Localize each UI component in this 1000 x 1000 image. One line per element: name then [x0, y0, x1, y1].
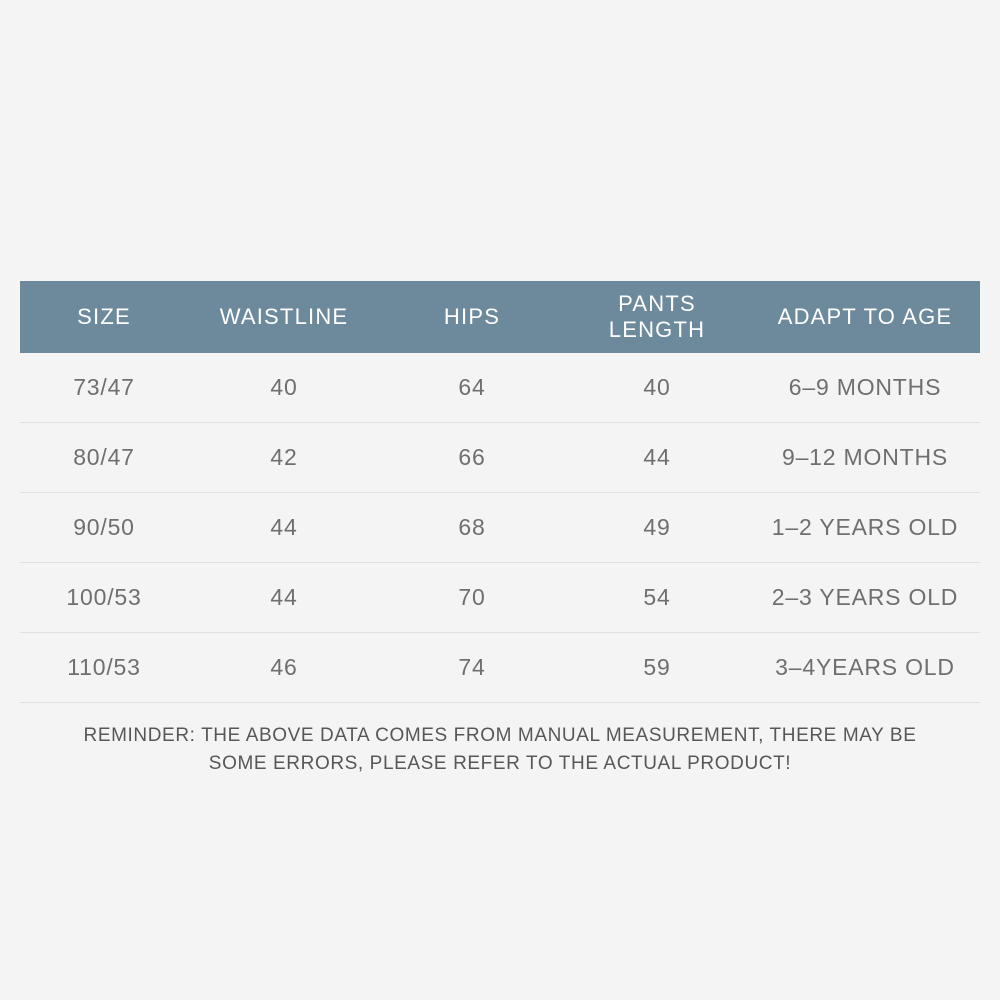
cell-hips: 68 [380, 493, 564, 563]
cell-adapt-to-age: 2–3 YEARS OLD [750, 563, 980, 633]
cell-size: 110/53 [20, 633, 188, 703]
cell-hips: 70 [380, 563, 564, 633]
column-header-hips: HIPS [380, 281, 564, 353]
table-row [20, 633, 980, 703]
table-row [20, 563, 980, 633]
cell-waistline: 40 [188, 353, 380, 423]
table-body [20, 353, 980, 703]
column-header-waistline: WAISTLINE [188, 281, 380, 353]
cell-size: 100/53 [20, 563, 188, 633]
cell-adapt-to-age: 3–4YEARS OLD [750, 633, 980, 703]
cell-pants-length: 40 [564, 353, 750, 423]
column-header-adapt-to-age: ADAPT TO AGE [750, 281, 980, 353]
cell-hips: 64 [380, 353, 564, 423]
size-chart-table-wrapper [20, 281, 980, 703]
cell-pants-length: 49 [564, 493, 750, 563]
cell-waistline: 42 [188, 423, 380, 493]
column-header-pants-length: PANTS LENGTH [564, 281, 750, 353]
cell-adapt-to-age: 1–2 YEARS OLD [750, 493, 980, 563]
table-row [20, 493, 980, 563]
table-row [20, 423, 980, 493]
cell-adapt-to-age: 9–12 MONTHS [750, 423, 980, 493]
cell-waistline: 44 [188, 563, 380, 633]
cell-size: 90/50 [20, 493, 188, 563]
cell-pants-length: 44 [564, 423, 750, 493]
cell-adapt-to-age: 6–9 MONTHS [750, 353, 980, 423]
cell-hips: 74 [380, 633, 564, 703]
table-header [20, 281, 980, 353]
cell-pants-length: 59 [564, 633, 750, 703]
cell-waistline: 46 [188, 633, 380, 703]
table-row [20, 353, 980, 423]
table-header-row [20, 281, 980, 353]
disclaimer-line-2: SOME ERRORS, PLEASE REFER TO THE ACTUAL PRODUCT! [208, 752, 792, 774]
disclaimer-line-1: REMINDER: THE ABOVE DATA COMES FROM MANUAL MEASUREMENT, THERE MAY BE [83, 725, 917, 746]
cell-size: 80/47 [20, 423, 188, 493]
measurement-disclaimer [0, 722, 1000, 777]
column-header-size: SIZE [20, 281, 188, 353]
cell-size: 73/47 [20, 353, 188, 423]
cell-waistline: 44 [188, 493, 380, 563]
size-chart-table [20, 281, 980, 703]
cell-pants-length: 54 [564, 563, 750, 633]
cell-hips: 66 [380, 423, 564, 493]
